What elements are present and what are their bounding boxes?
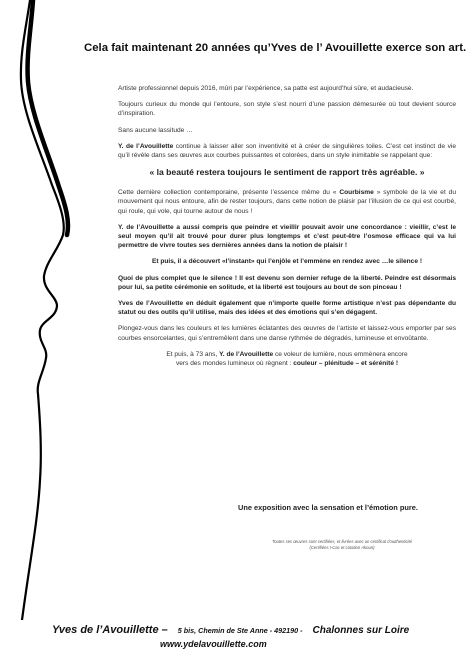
certificate-line-1: Toutes ses œuvres sont certifiées, et livrées avec un certificat d’authenticité	[272, 539, 412, 544]
certificate-line-2: (Certifiées I-Cac et cotation Akoun)	[309, 544, 375, 550]
paragraph-3: Sans aucune lassitude …	[118, 126, 193, 134]
exhibition-tagline: Une exposition avec la sensation et l’émotion pure.	[238, 503, 418, 512]
paragraph-11	[118, 350, 456, 368]
paragraph-8: Quoi de plus complet que le silence ! Il est devenu son dernier refuge de la liberté. Peindre est désormais pour lui, sa petite cérémonie en solitude, et la liberté est toujours au bout de son pinceau !	[118, 274, 456, 291]
paragraph-4	[118, 142, 456, 160]
instant-term: l’instant	[225, 258, 251, 266]
values-phrase: couleur – plénitude – et sérénité	[293, 360, 395, 368]
paragraph-10: Plongez-vous dans les couleurs et les lumières éclatantes des œuvres de l’artiste et laissez-vous emporter par ses courbes ensorcelantes, qui s’entremêlent dans une danse rythmée de dégradés, lumineuse et envoûtante.	[118, 325, 456, 342]
paragraph-7-text-e: !	[418, 258, 423, 266]
paragraph-4-text: continue à laisser aller son inventivité et à créer de singulières toiles. C’est cet instinct de vie qu’il révèle dans ses œuvres aux courbes puissantes et colorées, dans un style inimitable se rappelant que:	[118, 142, 457, 160]
silence-term: le silence	[388, 258, 419, 266]
courbisme-term: Courbisme	[339, 189, 374, 197]
paragraph-11-text-b: ce voleur de lumière, nous emmènera encore	[273, 350, 408, 358]
footer-city: Chalonnes sur Loire	[312, 625, 410, 636]
paragraph-5-text-c: » symbole de la vie et du mouvement qui nous entoure, afin de rester toujours, dans cette notion de plaisir par l’illusion de ce qui est courbé, qui roule, qui vole, qui tourne autour de nous !	[118, 189, 456, 215]
paragraph-7-text-c: » qui l’enjôle et l’emmène en rendez avec …	[250, 258, 389, 266]
paragraph-11-line2-a: vers des mondes lumineux où règnent :	[175, 360, 294, 368]
paragraph-5	[118, 188, 456, 216]
page-title: Cela fait maintenant 20 années qu’Yves de l’ Avouillette exerce son art.	[84, 42, 467, 54]
paragraph-5-text-a: Cette dernière collection contemporaine, présente l’essence même du «	[118, 189, 340, 197]
paragraph-7-text-a: Et puis, il a découvert «	[151, 258, 226, 266]
footer-address: 5 bis, Chemin de Ste Anne - 492190 -	[177, 626, 303, 635]
paragraph-2: Toujours curieux du monde qui l’entoure, son style s’est nourri d’une passion démesurée où tout devient source d’inspiration.	[118, 101, 456, 118]
face-profile-silhouette	[0, 0, 90, 620]
paragraph-7	[118, 257, 456, 266]
paragraph-11-line2-c: !	[394, 360, 399, 368]
paragraph-9: Yves de l’Avouillette en déduit également que n’importe quelle forme artistique n’est pas dépendante du statut ou des outils qu’il utilise, mais des idées et des émotions qui s’en dégagent.	[118, 300, 456, 317]
footer-contact	[52, 620, 409, 638]
paragraph-1: Artiste professionnel depuis 2016, mûri par l’expérience, sa patte est aujourd’hui sûre, et audacieuse.	[118, 85, 414, 92]
artist-name: Y. de l’Avouillette	[118, 142, 174, 150]
quote: « la beauté restera toujours le sentiment de rapport très agréable. »	[149, 167, 425, 178]
footer-website-link[interactable]: www.ydelavouillette.com	[160, 639, 267, 649]
paragraph-6: Y. de l’Avouillette a aussi compris que peindre et vieillir pouvait avoir une concordance : vieillir, c’est le seul moyen qu’il ait trouvé pour durer plus longtemps et c’est peut-être l’osmose efficace qui va lui permettre de vivre toutes ses dernières années dans la notion de plaisir !	[118, 223, 456, 250]
footer-artist-name: Yves de l’Avouillette –	[52, 624, 168, 636]
biography-body	[118, 84, 456, 375]
certificate-note	[232, 539, 452, 550]
paragraph-11-text-a: Et puis, à 73 ans,	[166, 350, 220, 358]
artist-name-2: Y. de l’Avouillette	[219, 350, 274, 358]
